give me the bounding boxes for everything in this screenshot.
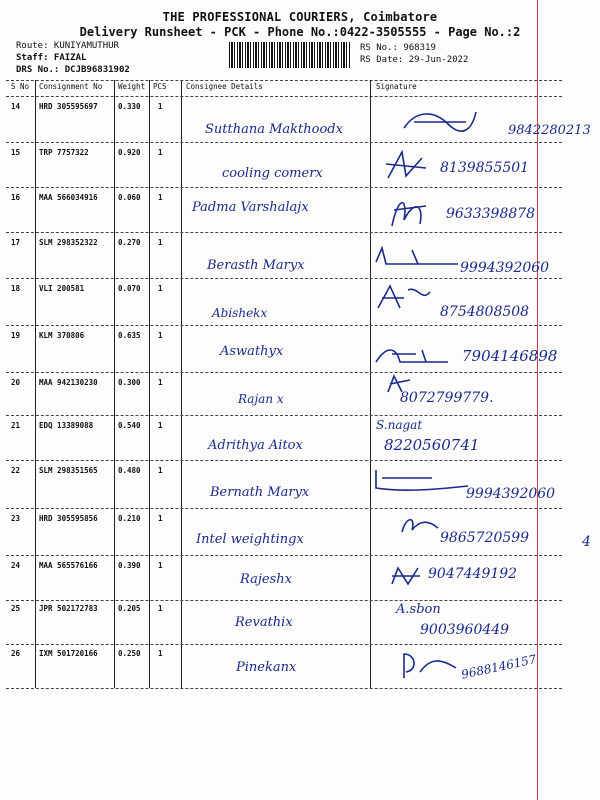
signature-text: A.sbon (396, 602, 441, 617)
row-sno: 22 (11, 466, 21, 475)
signature-phone: 9865720599 (440, 530, 530, 546)
signature-scribble (372, 344, 452, 368)
row-pcs: 1 (158, 193, 163, 202)
consignee-handwriting: Aswathyx (220, 344, 284, 359)
signature-scribble (382, 148, 432, 184)
row-consignment: HRD 305595856 (39, 514, 98, 523)
row-sno: 19 (11, 331, 21, 340)
barcode (229, 42, 350, 68)
row-pcs: 1 (158, 421, 163, 430)
row-consignment: HRD 305595697 (39, 102, 98, 111)
consignee-handwriting: Abishekx (212, 306, 268, 320)
row-consignment: MAA 942130230 (39, 378, 98, 387)
row-consignment: JPR 502172783 (39, 604, 98, 613)
consignee-handwriting: Rajan x (238, 392, 284, 406)
consignee-handwriting: Intel weightingx (196, 532, 304, 547)
row-sno: 15 (11, 148, 21, 157)
row-consignment: MAA 565576166 (39, 561, 98, 570)
row-consignment: SLM 298351565 (39, 466, 98, 475)
signature-scribble (400, 104, 480, 136)
row-weight: 0.540 (118, 421, 141, 430)
signature-phone: 8220560741 (384, 436, 480, 454)
consignee-handwriting: Revathix (235, 615, 293, 630)
signature-scribble (374, 282, 434, 312)
row-weight: 0.205 (118, 604, 141, 613)
consignee-handwriting: cooling comerx (222, 166, 323, 181)
row-weight: 0.270 (118, 238, 141, 247)
row-consignment: MAA 566034916 (39, 193, 98, 202)
col-consignment-header: Consignment No (39, 82, 103, 91)
drs-label: DRS No.: DCJB96831902 (16, 65, 130, 75)
signature-scribble (400, 648, 460, 682)
header-top-rule (6, 80, 562, 81)
row-pcs: 1 (158, 284, 163, 293)
col-pcs-header: PCS (153, 82, 167, 91)
signature-scribble (388, 564, 424, 588)
consignee-handwriting: Sutthana Makthoodx (205, 122, 343, 137)
row-weight: 0.390 (118, 561, 141, 570)
signature-phone: 9994392060 (466, 486, 556, 502)
row-sno: 24 (11, 561, 21, 570)
row-divider (6, 508, 562, 509)
row-divider (6, 644, 562, 645)
signature-phone: 9842280213 (508, 123, 591, 138)
row-weight: 0.480 (118, 466, 141, 475)
row-consignment: VLI 200581 (39, 284, 85, 293)
col-signature-header: Signature (376, 82, 417, 91)
signature-phone: 9994392060 (460, 260, 550, 276)
row-divider (6, 415, 562, 416)
row-divider (6, 555, 562, 556)
col-divider (114, 80, 115, 688)
document-subtitle: Delivery Runsheet - PCK - Phone No.:0422-3505555 - Page No.:2 (79, 25, 521, 39)
row-divider (6, 278, 562, 279)
row-pcs: 1 (158, 649, 163, 658)
row-divider (6, 142, 562, 143)
signature-phone: 8072799779. (400, 390, 494, 406)
row-sno: 16 (11, 193, 21, 202)
row-consignment: SLM 298352322 (39, 238, 98, 247)
col-consignee-header: Consignee Details (186, 82, 263, 91)
signature-phone: 9003960449 (420, 622, 510, 638)
signature-phone: 9047449192 (428, 566, 518, 582)
col-weight-header: Weight (118, 82, 146, 91)
row-sno: 18 (11, 284, 21, 293)
row-sno: 20 (11, 378, 21, 387)
row-pcs: 1 (158, 102, 163, 111)
row-weight: 0.920 (118, 148, 141, 157)
row-weight: 0.300 (118, 378, 141, 387)
signature-phone: 9633398878 (446, 206, 536, 222)
consignee-handwriting: Bernath Maryx (210, 485, 310, 500)
staff-label: Staff: FAIZAL (16, 53, 87, 63)
row-consignment: KLM 370806 (39, 331, 85, 340)
row-sno: 21 (11, 421, 21, 430)
row-pcs: 1 (158, 331, 163, 340)
row-pcs: 1 (158, 561, 163, 570)
route-label: Route: KUNIYAMUTHUR (16, 41, 119, 51)
col-divider (35, 80, 36, 688)
row-consignment: EDQ 13389088 (39, 421, 94, 430)
consignee-handwriting: Adrithya Aitox (208, 438, 303, 453)
row-sno: 17 (11, 238, 21, 247)
signature-phone: 8139855501 (440, 160, 530, 176)
signature-scribble (398, 512, 442, 538)
row-pcs: 1 (158, 378, 163, 387)
row-divider (6, 688, 562, 689)
row-pcs: 1 (158, 148, 163, 157)
signature-phone: 8754808508 (440, 304, 530, 320)
signature-scribble (384, 190, 434, 230)
row-weight: 0.070 (118, 284, 141, 293)
document-title: THE PROFESSIONAL COURIERS, Coimbatore (162, 10, 438, 24)
row-divider (6, 600, 562, 601)
row-weight: 0.635 (118, 331, 141, 340)
row-divider (6, 187, 562, 188)
row-weight: 0.330 (118, 102, 141, 111)
row-pcs: 1 (158, 604, 163, 613)
col-sno-header: S No (11, 82, 30, 91)
row-pcs: 1 (158, 466, 163, 475)
row-sno: 23 (11, 514, 21, 523)
signature-scribble (372, 240, 462, 274)
signature-scribble (372, 464, 472, 498)
signature-phone: 9688146157 (460, 652, 538, 682)
row-weight: 0.060 (118, 193, 141, 202)
margin-mark: 4 (582, 534, 591, 550)
signature-text: S.nagat (376, 418, 423, 432)
consignee-handwriting: Rajeshx (240, 572, 292, 587)
row-sno: 26 (11, 649, 21, 658)
row-divider (6, 232, 562, 233)
col-divider (149, 80, 150, 688)
row-consignment: IXM 501720166 (39, 649, 98, 658)
col-divider (181, 80, 182, 688)
row-pcs: 1 (158, 238, 163, 247)
consignee-handwriting: Padma Varshalajx (192, 200, 309, 215)
row-divider (6, 460, 562, 461)
row-divider (6, 325, 562, 326)
consignee-handwriting: Berasth Maryx (207, 258, 305, 273)
row-sno: 14 (11, 102, 21, 111)
signature-phone: 7904146898 (462, 347, 558, 365)
row-pcs: 1 (158, 514, 163, 523)
row-divider (6, 372, 562, 373)
col-divider (370, 80, 371, 688)
row-weight: 0.250 (118, 649, 141, 658)
rs-date: RS Date: 29-Jun-2022 (360, 55, 469, 65)
margin-rule (537, 0, 538, 800)
consignee-handwriting: Pinekanx (236, 660, 297, 675)
row-consignment: TRP 7757322 (39, 148, 89, 157)
header-bottom-rule (6, 96, 562, 97)
row-weight: 0.210 (118, 514, 141, 523)
row-sno: 25 (11, 604, 21, 613)
rs-number: RS No.: 968319 (360, 43, 436, 53)
